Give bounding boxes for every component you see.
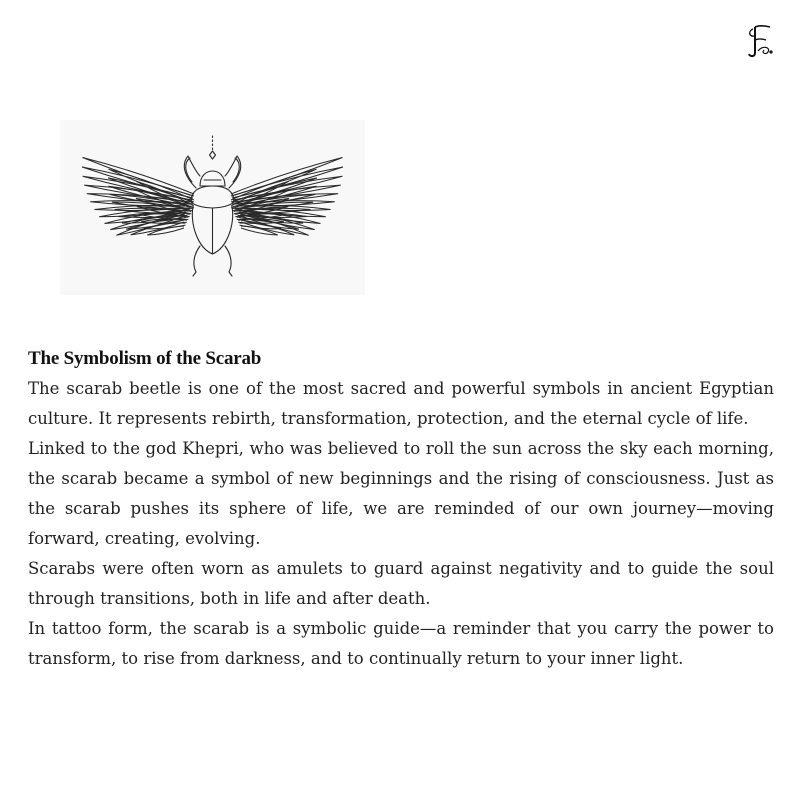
article [28,344,774,674]
article-paragraph: Scarabs were often worn as amulets to guard against negativity and to guide the soul through transitions, both in life and after death. [28,559,774,608]
article-paragraph: The scarab beetle is one of the most sacred and powerful symbols in ancient Egyptian culture. It represents rebirth, transformation, protection, and the eternal cycle of life. [28,379,774,428]
winged-scarab-icon [60,120,365,295]
article-paragraph: Linked to the god Khepri, who was believed to roll the sun across the sky each morning, the scarab became a symbol of new beginnings and the rising of consciousness. Just as the scarab pushes its sphere of life, we are reminded of our own journey—moving forward, creating, evolving. [28,439,774,548]
article-paragraph: In tattoo form, the scarab is a symbolic guide—a reminder that you carry the power to transform, to rise from darkness, and to continually return to your inner light. [28,619,774,668]
monogram-f-icon [744,20,778,60]
article-heading: The Symbolism of the Scarab [28,348,262,369]
scarab-illustration [60,120,365,295]
